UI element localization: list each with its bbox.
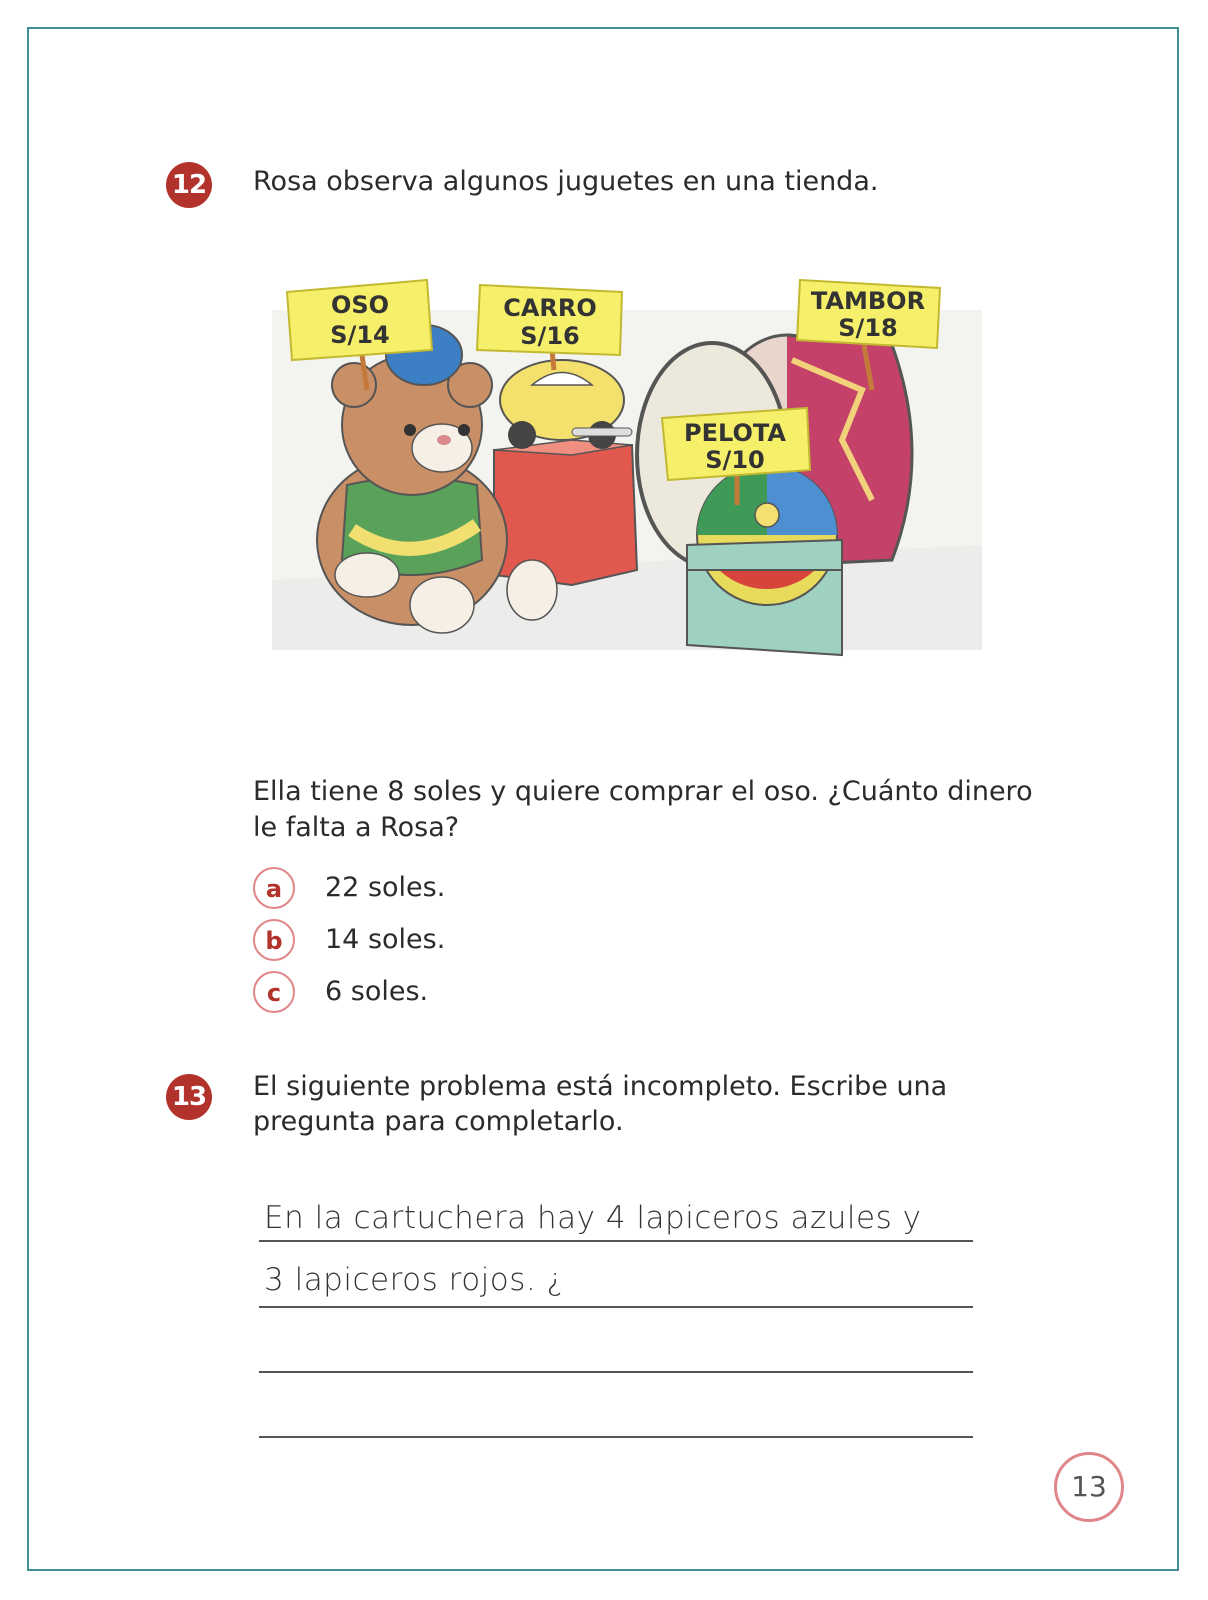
- ball-box: [687, 465, 842, 655]
- question-number-12: 12: [166, 162, 212, 208]
- question-number-13: 13: [166, 1074, 212, 1120]
- answer-rule-4[interactable]: [259, 1436, 973, 1438]
- handwritten-line-2: 3 lapiceros rojos. ¿: [264, 1262, 564, 1298]
- sign-tambor-name: TAMBOR: [810, 287, 926, 315]
- car-pedestal: [494, 440, 637, 585]
- question-12-intro: Rosa observa algunos juguetes en una tienda.: [253, 166, 879, 197]
- option-b-text: 14 soles.: [325, 924, 446, 955]
- sign-oso: [287, 280, 432, 360]
- question-12-line-1: Ella tiene 8 soles y quiere comprar el oso. ¿Cuánto dinero: [253, 776, 1033, 807]
- option-b-letter: b: [253, 919, 295, 961]
- sign-carro-price: S/16: [520, 322, 580, 350]
- question-13-prompt-line-1: El siguiente problema está incompleto. Escribe una: [253, 1071, 948, 1102]
- toys-illustration: [232, 270, 1002, 710]
- answer-rule-2[interactable]: [259, 1306, 973, 1308]
- sign-carro-name: CARRO: [503, 294, 597, 322]
- option-a-text: 22 soles.: [325, 872, 446, 903]
- sign-tambor-price: S/18: [838, 314, 898, 342]
- option-c-text: 6 soles.: [325, 976, 429, 1007]
- page-number: 13: [1054, 1452, 1124, 1522]
- sign-pelota: [662, 408, 810, 480]
- sign-oso-name: OSO: [330, 291, 390, 319]
- handwritten-line-1: En la cartuchera hay 4 lapiceros azules y: [264, 1200, 922, 1236]
- sign-oso-price: S/14: [330, 321, 390, 349]
- answer-rule-1[interactable]: [259, 1240, 973, 1242]
- question-13-prompt-line-2: pregunta para completarlo.: [253, 1106, 624, 1137]
- question-12-line-2: le falta a Rosa?: [253, 812, 460, 843]
- option-c-letter: c: [253, 971, 295, 1013]
- sign-pelota-name: PELOTA: [684, 419, 786, 447]
- sign-pelota-price: S/10: [705, 446, 765, 474]
- option-a-letter: a: [253, 867, 295, 909]
- sign-carro: [477, 285, 622, 355]
- sign-tambor: [797, 280, 940, 348]
- answer-rule-3[interactable]: [259, 1371, 973, 1373]
